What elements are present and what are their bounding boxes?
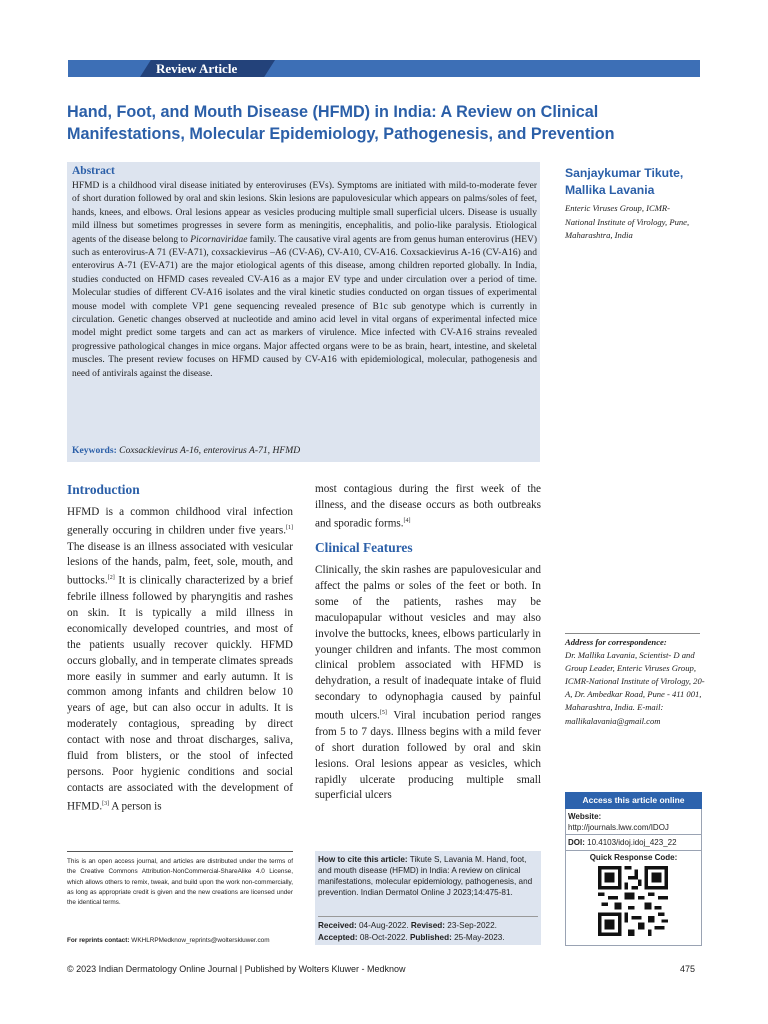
divider [565,834,702,835]
correspondence-address: Address for correspondence: Dr. Mallika Lavania, Scientist- D and Group Leader, Enteric Viruses Group, ICMR-National Institute of Virology, 20-A, Dr. Ambedkar Road, Pune - 411 001, Maharashtra, India. E-mail: mallikalavania@gmail.com [565,637,705,726]
divider [318,916,538,917]
footer-copyright: © 2023 Indian Dermatology Online Journal | Published by Wolters Kluwer - Medknow [67,964,406,974]
doi[interactable]: DOI: 10.4103/idoj.idoj_423_22 [568,838,677,847]
section-label: Review Article [156,61,238,76]
divider [565,850,702,851]
qr-code-icon [598,865,668,937]
introduction-text: HFMD is a common childhood viral infection generally occuring in children under five years.[1] The disease is an illness associated with vesicular lesions of the hands, palm, feet, sole, mouth, and buttocks.[2] It is clinically characterized by a brief febrile illness followed by pharyngitis and rashes on skin. It is typically a mild illness in economically developed countries, and most of the patients usually recover quickly. HFMD occurs globally, and in temperate climates spreads more easily in summer and early autumn. It is common among infants and children below 10 years of age, but can also occur in adults. It is moderately contagious, spreading by direct contact with nose and throat discharges, saliva, fluid from blisters, or the stool of infected persons. Poor hygienic conditions and social contacts are associated with the development of HFMD.[3] A person is [67,506,293,813]
article-title: Hand, Foot, and Mouth Disease (HFMD) in India: A Review on Clinical Manifestations, Molecular Epidemiology, Pathogenesis, and Prevention [67,103,615,143]
access-heading: Access this article online [565,792,702,809]
author-affiliation: Enteric Viruses Group, ICMR-National Institute of Virology, Pune, Maharashtra, India [565,203,690,240]
clinical-features-heading: Clinical Features [315,540,413,555]
abstract-heading: Abstract [72,165,115,177]
article-dates: Received: 04-Aug-2022. Revised: 23-Sep-2022. Accepted: 08-Oct-2022. Published: 25-May-2023. [318,921,505,942]
clinical-features-text: Clinically, the skin rashes are papulovesicular and affect the palms or soles of the feet or both. In some of the patients, rashes may be maculopapular without vesicles and may also involve the buttocks, knees, elbows particularly in younger children and infants. The most common clinical problem associated with HFMD is dehydration, a result of inadequate intake of fluid secondary to odynophagia caused by painful mouth ulcers.[5] Viral incubation period ranges from 5 to 7 days. Illness begins with a mild fever of short duration followed by oral and skin lesions. Oral lesions appear as vesicles, which rapidly ulcerate producing multiple small superficial ulcers [315,564,541,802]
divider [67,851,293,852]
introduction-continued: most contagious during the first week of the illness, and the disease occurs as both outbreaks and sporadic forms.[4] [315,483,541,530]
page-number: 475 [680,964,696,974]
license-text: This is an open access journal, and articles are distributed under the terms of the Creative Commons Attribution-NonCommercial-ShareAlike 4.0 License, which allows others to remix, tweak, and build upon the work non-commercially, as long as appropriate credit is given and the new creations are licensed under the identical terms. [67,858,293,907]
author-names: Sanjaykumar Tikute, Mallika Lavania [565,166,684,197]
website-link[interactable]: Website: http://journals.lww.com/IDOJ [568,812,669,832]
reprints-contact: For reprints contact: WKHLRPMedknow_reprints@wolterskluwer.com [67,937,270,944]
abstract-text: HFMD is a childhood viral disease initiated by enteroviruses (EVs). Symptoms are initiated with mild-to-moderate fever of short duration followed by oral and skin lesions. Skin lesions are papulovesicular which appears on palms/soles of feet, hands, knees, and elbows. Oral lesions appear as vesicles producing multiple small superficial ulcers. Disease is usually mild illness but sometimes progresses in severe form as meningitis, encephalitis, and polio-like paralysis. Etiological agents of the disease belong to Picornaviridae family. The causative viral agents are from genus human enterovirus (HEV) such as enterovirus-A 71 (EV-A71), coxsackievirus –A6 (CV-A6), CV-A10, CV-A16. Coxsackievirus A-16 (CV-A16) and enterovirus A-71 (EV-A71) are the major etiological agents of this disease, among children reported globally. In India, studies conducted on HFMD cases revealed CV-A16 as a major EV type and under circulation over a period of time. Molecular studies of different CV-A16 isolates and the viral kinetic studies conducted on organ tissues of experimental mouse model with complete VP1 gene sequencing revealed presence of B1c sub genotype which is currently in circulation. Genetic changes observed at nucleotide and amino acid level in vital organs of experimental infected mice model might predict some targets and can act as markers of virulence. Mice infected with CV-A16 strains revealed progressive pathological changes in mice organs. Major affected organs were to be as brain, heart, intestine, and skeletal muscles. The present review focuses on HFMD caused by CV-A16 with epidemiological, molecular, pathogenesis and need of antivirals against the disease. [72,181,538,379]
qr-label: Quick Response Code: [589,853,678,862]
keywords: Keywords: Coxsackievirus A-16, enterovirus A-71, HFMD [72,445,301,456]
divider [565,633,700,634]
introduction-heading: Introduction [67,482,140,497]
citation-text: How to cite this article: Tikute S, Lavania M. Hand, foot, and mouth disease (HFMD) in India: A review on clinical manifestations, molecular epidemiology, pathogenesis, and prevention. Indian Dermatol Online J 2023;14:475-81. [318,855,533,898]
